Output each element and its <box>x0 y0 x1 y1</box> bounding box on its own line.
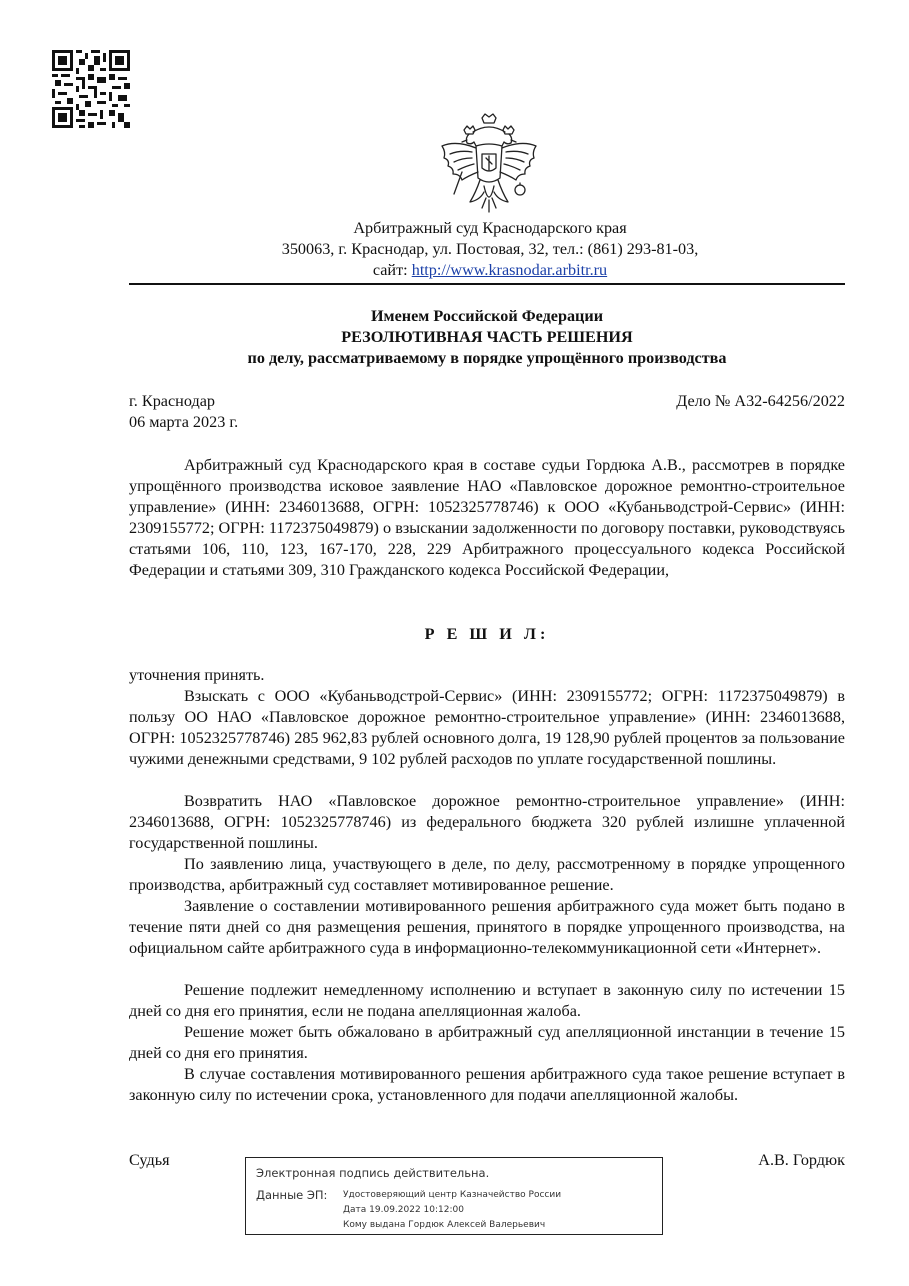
document-title: РЕЗОЛЮТИВНАЯ ЧАСТЬ РЕШЕНИЯ <box>341 328 633 346</box>
paragraph-refund: Возвратить НАО «Павловское дорожное ремонтно-строительное управление» (ИНН: 2346013688, ОГРН: 1052325778746) из федерального бюджета 320 рублей излишне уплаченной государственной пошлины. <box>129 792 845 852</box>
site-label: сайт: <box>372 261 412 279</box>
title-line-3: по делу, рассматриваемому в порядке упрощённого производства <box>247 349 727 367</box>
judge-name: А.В. Гордюк <box>758 1151 845 1169</box>
coat-of-arms-emblem <box>436 112 542 216</box>
paragraph-clarification: уточнения принять. <box>129 666 265 684</box>
paragraph-motivated-decision: По заявлению лица, участвующего в деле, по делу, рассмотренному в порядке упрощенного производства, арбитражный суд составляет мотивированное решение. <box>129 855 845 894</box>
decision-date: 06 марта 2023 г. <box>129 413 239 431</box>
header-divider <box>129 283 845 285</box>
paragraph-entry-into-force: В случае составления мотивированного решения арбитражного суда такое решение вступает в законную силу по истечении срока, установленного для подачи апелляционной жалобы. <box>129 1065 845 1104</box>
signature-date: Дата 19.09.2022 10:12:00 <box>343 1205 464 1215</box>
paragraph-execution: Решение подлежит немедленному исполнению и вступает в законную силу по истечении 15 дней со дня его принятия, если не подана апелляционная жалоба. <box>129 981 845 1020</box>
signature-holder: Кому выдана Гордюк Алексей Валерьевич <box>343 1220 546 1230</box>
electronic-signature-stamp <box>245 1157 663 1235</box>
case-number: Дело № А32-64256/2022 <box>676 392 845 410</box>
signature-issuer: Удостоверяющий центр Казначейство России <box>343 1190 562 1200</box>
paragraph-application: Заявление о составлении мотивированного решения арбитражного суда может быть подано в течение пяти дней со дня размещения решения, принятого в порядке упрощенного производства, на официальном сайте арбитражного суда в информационно-телекоммуникационной сети «Интернет». <box>129 897 845 957</box>
qr-code-icon <box>52 50 130 128</box>
paragraph-recover: Взыскать с ООО «Кубаньводстрой-Сервис» (ИНН: 2309155772; ОГРН: 1172375049879) в пользу ОО НАО «Павловское дорожное ремонтно-строительное управление» (ИНН: 2346013688, ОГРН: 1052325778746) 285 962,83 рублей основного долга, 19 128,90 рублей процентов за пользование чужими денежными средствами, 9 102 рублей расходов по уплате государственной пошлины. <box>129 687 845 768</box>
paragraph-appeal: Решение может быть обжаловано в арбитражный суд апелляционной инстанции в течение 15 дней со дня его принятия. <box>129 1023 845 1062</box>
city: г. Краснодар <box>129 392 215 410</box>
title-line-1: Именем Российской Федерации <box>370 307 604 325</box>
judge-role: Судья <box>129 1151 170 1169</box>
court-address: 350063, г. Краснодар, ул. Постовая, 32, тел.: (861) 293-81-03, <box>281 240 699 258</box>
court-site-link[interactable]: http://www.krasnodar.arbitr.ru <box>411 261 608 279</box>
court-name: Арбитражный суд Краснодарского края <box>353 219 627 237</box>
signature-valid-text: Электронная подпись действительна. <box>256 1166 490 1180</box>
court-site-line <box>160 260 820 281</box>
resolved-heading: Р Е Ш И Л: <box>424 625 550 643</box>
intro-paragraph: Арбитражный суд Краснодарского края в составе судьи Гордюка А.В., рассмотрев в порядке упрощённого производства исковое заявление НАО «Павловское дорожное ремонтно-строительное управление» (ИНН: 2346013688, ОГРН: 1052325778746) к ООО «Кубаньводстрой-Сервис» (ИНН: 2309155772; ОГРН: 1172375049879) о взыскании задолженности по договору поставки, руководствуясь статьями 106, 110, 123, 167-170, 228, 229 Арбитражного процессуального кодекса Российской Федерации и статьями 309, 310 Гражданского кодекса Российской Федерации, <box>129 456 845 579</box>
signature-data-label: Данные ЭП: <box>256 1188 328 1202</box>
